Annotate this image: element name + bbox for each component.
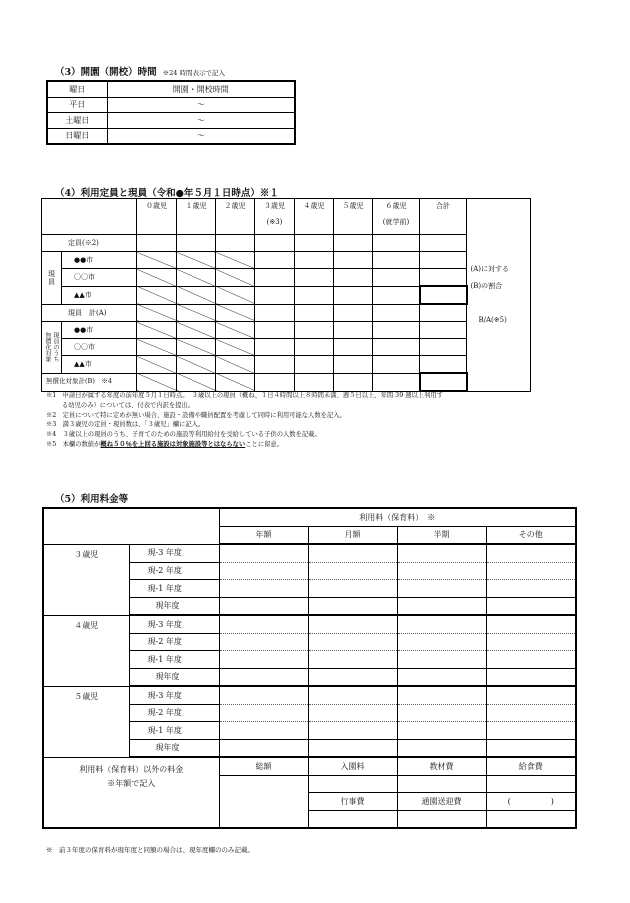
cell[interactable] [397, 633, 486, 651]
free-sub: 現員のうち [52, 332, 59, 363]
cell[interactable] [486, 722, 576, 740]
cell[interactable] [373, 235, 420, 252]
cell[interactable] [255, 286, 295, 304]
cell[interactable] [308, 739, 397, 757]
cell[interactable] [334, 356, 373, 374]
col-header: 月額 [308, 526, 397, 544]
cell[interactable] [219, 739, 308, 757]
other-fee-title: 利用料（保育料）以外の料金 [79, 765, 184, 774]
year-label: 現年度 [129, 597, 219, 615]
note5-c: ことに留意。 [245, 440, 283, 448]
cell[interactable] [308, 775, 397, 793]
cell[interactable] [397, 668, 486, 686]
diag-cell [216, 269, 255, 287]
diag-cell [177, 322, 216, 339]
cell[interactable] [334, 252, 373, 269]
cell[interactable] [486, 580, 576, 598]
section3-title-text: （3）開園（開校）時間 [55, 67, 157, 78]
diag-cell [216, 286, 255, 304]
cell[interactable] [308, 810, 397, 828]
diag-cell [177, 286, 216, 304]
year-label: 現年度 [129, 739, 219, 757]
year-label: 現-3 年度 [129, 686, 219, 704]
cell[interactable] [308, 597, 397, 615]
cell[interactable] [334, 304, 373, 322]
free-total-label: 無償化対象計(B) ※4 [42, 373, 137, 391]
diag-cell [137, 269, 177, 287]
diag-cell [216, 252, 255, 269]
cell[interactable] [334, 235, 373, 252]
age6-label: ６歳児 [385, 202, 407, 210]
total-free-cell[interactable] [420, 373, 467, 391]
cell[interactable] [420, 269, 467, 287]
section5-title: （5）利用料金等 [55, 494, 129, 505]
cell[interactable] [397, 739, 486, 757]
cell[interactable] [334, 269, 373, 287]
section3-title [55, 64, 225, 78]
cell[interactable] [397, 722, 486, 740]
cell[interactable] [397, 686, 486, 704]
day-header: 曜日 [47, 81, 107, 97]
cell[interactable] [373, 339, 420, 356]
cell[interactable] [219, 668, 308, 686]
age3-header [255, 199, 295, 235]
year-label: 現-2 年度 [129, 704, 219, 722]
year-label: 現-2 年度 [129, 633, 219, 651]
cell[interactable] [137, 235, 177, 252]
cell[interactable] [486, 651, 576, 669]
group-label: ３歳児 [43, 544, 129, 615]
diag-cell [137, 252, 177, 269]
fee-table [42, 507, 577, 829]
section4-notes [46, 391, 443, 450]
cell[interactable] [373, 373, 420, 391]
cell[interactable] [308, 686, 397, 704]
genin-total-label: 現員 計(A) [42, 304, 137, 322]
cell[interactable] [308, 544, 397, 562]
year-label: 現-1 年度 [129, 722, 219, 740]
free-label: 無償化対象 [44, 332, 51, 363]
cell[interactable] [255, 322, 295, 339]
other-header: 教材費 [397, 757, 486, 775]
cell[interactable] [308, 562, 397, 580]
diag-cell [177, 339, 216, 356]
note1-cont: る幼児のみ）については、付表で内訳を提出。 [62, 401, 195, 409]
total-genin-cell[interactable] [420, 286, 467, 304]
cell[interactable] [255, 304, 295, 322]
city-label: ▲▲市 [62, 286, 137, 304]
city-label: ●●市 [62, 252, 137, 269]
section4-title: （4）利用定員と現員（令和●年５月１日時点）※１ [55, 188, 279, 199]
cell[interactable] [334, 286, 373, 304]
genin-vertical-label: 現員 [42, 252, 62, 305]
cell[interactable] [397, 704, 486, 722]
cell[interactable] [397, 597, 486, 615]
cell[interactable] [295, 356, 334, 374]
other-fee-sub: ※年額で記入 [107, 779, 156, 788]
other-header: 行事費 [308, 793, 397, 811]
cell[interactable] [308, 633, 397, 651]
cell[interactable] [295, 235, 334, 252]
cell[interactable] [219, 580, 308, 598]
cell[interactable] [219, 722, 308, 740]
cell[interactable] [308, 704, 397, 722]
cell[interactable] [295, 373, 334, 391]
cell[interactable] [486, 544, 576, 562]
free-vertical-label [42, 322, 62, 374]
cell[interactable] [219, 562, 308, 580]
cell[interactable] [397, 615, 486, 633]
diag-cell [137, 373, 177, 391]
cell[interactable] [255, 252, 295, 269]
cell[interactable] [308, 580, 397, 598]
blank-header [43, 508, 219, 544]
cell[interactable] [486, 686, 576, 704]
cell[interactable] [397, 544, 486, 562]
note3: ※3 満３歳児の定員・現員数は、「３歳児」欄に記入。 [46, 421, 205, 429]
cell[interactable] [219, 544, 308, 562]
cell[interactable] [486, 810, 576, 828]
capacity-label: 定員(※2) [42, 235, 137, 252]
cell[interactable] [255, 373, 295, 391]
cell[interactable] [219, 597, 308, 615]
ratio-line2: (B)の割合 [470, 281, 503, 290]
age4-header: ４歳児 [295, 199, 334, 235]
time-cell[interactable]: 〜 [107, 128, 295, 144]
note2: ※2 定員について特に定めが無い場合、施設・設備や職員配置を考慮して同時に利用可能な人数を記入。 [46, 411, 346, 419]
group-label: ４歳児 [43, 615, 129, 686]
cell[interactable] [308, 722, 397, 740]
cell[interactable] [219, 704, 308, 722]
cell[interactable] [420, 356, 467, 374]
capacity-table [41, 198, 531, 392]
blank-header [42, 199, 137, 235]
age0-header: ０歳児 [137, 199, 177, 235]
time-header: 開園・開校時間 [107, 81, 295, 97]
cell[interactable] [420, 252, 467, 269]
cell[interactable] [486, 704, 576, 722]
diag-cell [137, 286, 177, 304]
diag-cell [137, 304, 177, 322]
diag-cell [216, 304, 255, 322]
cell[interactable] [219, 651, 308, 669]
cell[interactable] [334, 322, 373, 339]
cell[interactable] [255, 339, 295, 356]
day-cell: 平日 [47, 97, 107, 113]
city-label: ●●市 [62, 322, 137, 339]
cell[interactable] [295, 304, 334, 322]
cell[interactable] [420, 322, 467, 339]
day-cell: 日曜日 [47, 128, 107, 144]
year-label: 現-3 年度 [129, 544, 219, 562]
cell[interactable] [373, 304, 420, 322]
note5-a: ※5 本欄の数値が [46, 440, 101, 448]
fee-header: 利用料（保育料） ※ [219, 508, 576, 526]
cell[interactable] [216, 235, 255, 252]
year-label: 現-3 年度 [129, 615, 219, 633]
cell[interactable] [255, 356, 295, 374]
age3-sub: (※3) [266, 218, 283, 227]
cell[interactable] [373, 322, 420, 339]
note5-emphasis: 概ね５０％を上回る施設は対象施設等とはならない [100, 440, 246, 448]
cell[interactable] [397, 562, 486, 580]
cell[interactable] [486, 615, 576, 633]
diag-cell [137, 339, 177, 356]
cell[interactable] [295, 286, 334, 304]
cell[interactable] [334, 373, 373, 391]
cell[interactable] [486, 775, 576, 793]
note1: ※1 申請日が属する年度の前年度５月１日時点。 ３歳以上の現員（概ね、１日４時間以上８時間未満、週５日以上、年間 39 週以上利用す [46, 392, 443, 399]
ratio-column [467, 199, 531, 392]
cell[interactable] [420, 304, 467, 322]
other-header: 入園料 [308, 757, 397, 775]
cell[interactable] [308, 615, 397, 633]
city-label: 〇〇市 [62, 339, 137, 356]
cell[interactable] [373, 269, 420, 287]
other-header: 総額 [219, 757, 308, 775]
group-label: ５歳児 [43, 686, 129, 757]
cell[interactable] [397, 775, 486, 793]
cell[interactable] [486, 668, 576, 686]
day-cell: 土曜日 [47, 113, 107, 129]
year-label: 現-1 年度 [129, 651, 219, 669]
ratio-line3: B/A(※5) [478, 315, 507, 324]
cell[interactable] [486, 597, 576, 615]
cell[interactable] [308, 651, 397, 669]
col-header: その他 [486, 526, 576, 544]
cell[interactable] [295, 339, 334, 356]
cell[interactable] [373, 252, 420, 269]
opening-hours-table [46, 80, 296, 145]
cell[interactable] [219, 615, 308, 633]
cell[interactable] [177, 235, 216, 252]
diag-cell [216, 373, 255, 391]
age3-label: ３歳児 [264, 202, 285, 210]
diag-cell [177, 252, 216, 269]
city-label: 〇〇市 [62, 269, 137, 287]
diag-cell [177, 373, 216, 391]
city-label: ▲▲市 [62, 356, 137, 374]
cell[interactable] [255, 235, 295, 252]
other-header: 通園送迎費 [397, 793, 486, 811]
diag-cell [177, 356, 216, 374]
note5 [46, 440, 443, 450]
time-cell[interactable]: 〜 [107, 97, 295, 113]
cell[interactable] [373, 286, 420, 304]
diag-cell [177, 269, 216, 287]
cell[interactable] [219, 686, 308, 704]
footnote: ※ 前３年度の保育料が現年度と同額の場合は、現年度欄ののみ記載。 [46, 846, 254, 854]
cell[interactable] [219, 633, 308, 651]
age6-header [373, 199, 420, 235]
cell[interactable] [486, 633, 576, 651]
total-cell[interactable] [219, 775, 308, 828]
diag-cell [177, 304, 216, 322]
other-header[interactable]: ( ) [486, 793, 576, 811]
cell[interactable] [397, 810, 486, 828]
cell[interactable] [486, 739, 576, 757]
diag-cell [216, 322, 255, 339]
cell[interactable] [397, 651, 486, 669]
year-label: 現年度 [129, 668, 219, 686]
cell[interactable] [295, 322, 334, 339]
age5-header: ５歳児 [334, 199, 373, 235]
cell[interactable] [420, 235, 467, 252]
other-fee-label [43, 757, 219, 828]
year-label: 現-1 年度 [129, 580, 219, 598]
col-header: 半期 [397, 526, 486, 544]
age2-header: ２歳児 [216, 199, 255, 235]
col-header: 年額 [219, 526, 308, 544]
age1-header: １歳児 [177, 199, 216, 235]
diag-cell [216, 356, 255, 374]
diag-cell [137, 356, 177, 374]
diag-cell [216, 339, 255, 356]
cell[interactable] [486, 562, 576, 580]
cell[interactable] [334, 339, 373, 356]
note4: ※4 ３歳以上の現員のうち、子育てのための施設等利用給付を受給している子供の人数を記載。 [46, 431, 321, 439]
cell[interactable] [373, 356, 420, 374]
age6-sub: (就学前) [382, 218, 410, 227]
cell[interactable] [420, 339, 467, 356]
total-header: 合計 [420, 199, 467, 235]
cell[interactable] [295, 269, 334, 287]
cell[interactable] [255, 269, 295, 287]
diag-cell [137, 322, 177, 339]
cell[interactable] [295, 252, 334, 269]
time-cell[interactable]: 〜 [107, 113, 295, 129]
ratio-line1: (A)に対する [470, 264, 510, 273]
cell[interactable] [397, 580, 486, 598]
other-header: 給食費 [486, 757, 576, 775]
cell[interactable] [308, 668, 397, 686]
section3-note: ※24 時間表示で記入 [162, 69, 225, 77]
year-label: 現-2 年度 [129, 562, 219, 580]
